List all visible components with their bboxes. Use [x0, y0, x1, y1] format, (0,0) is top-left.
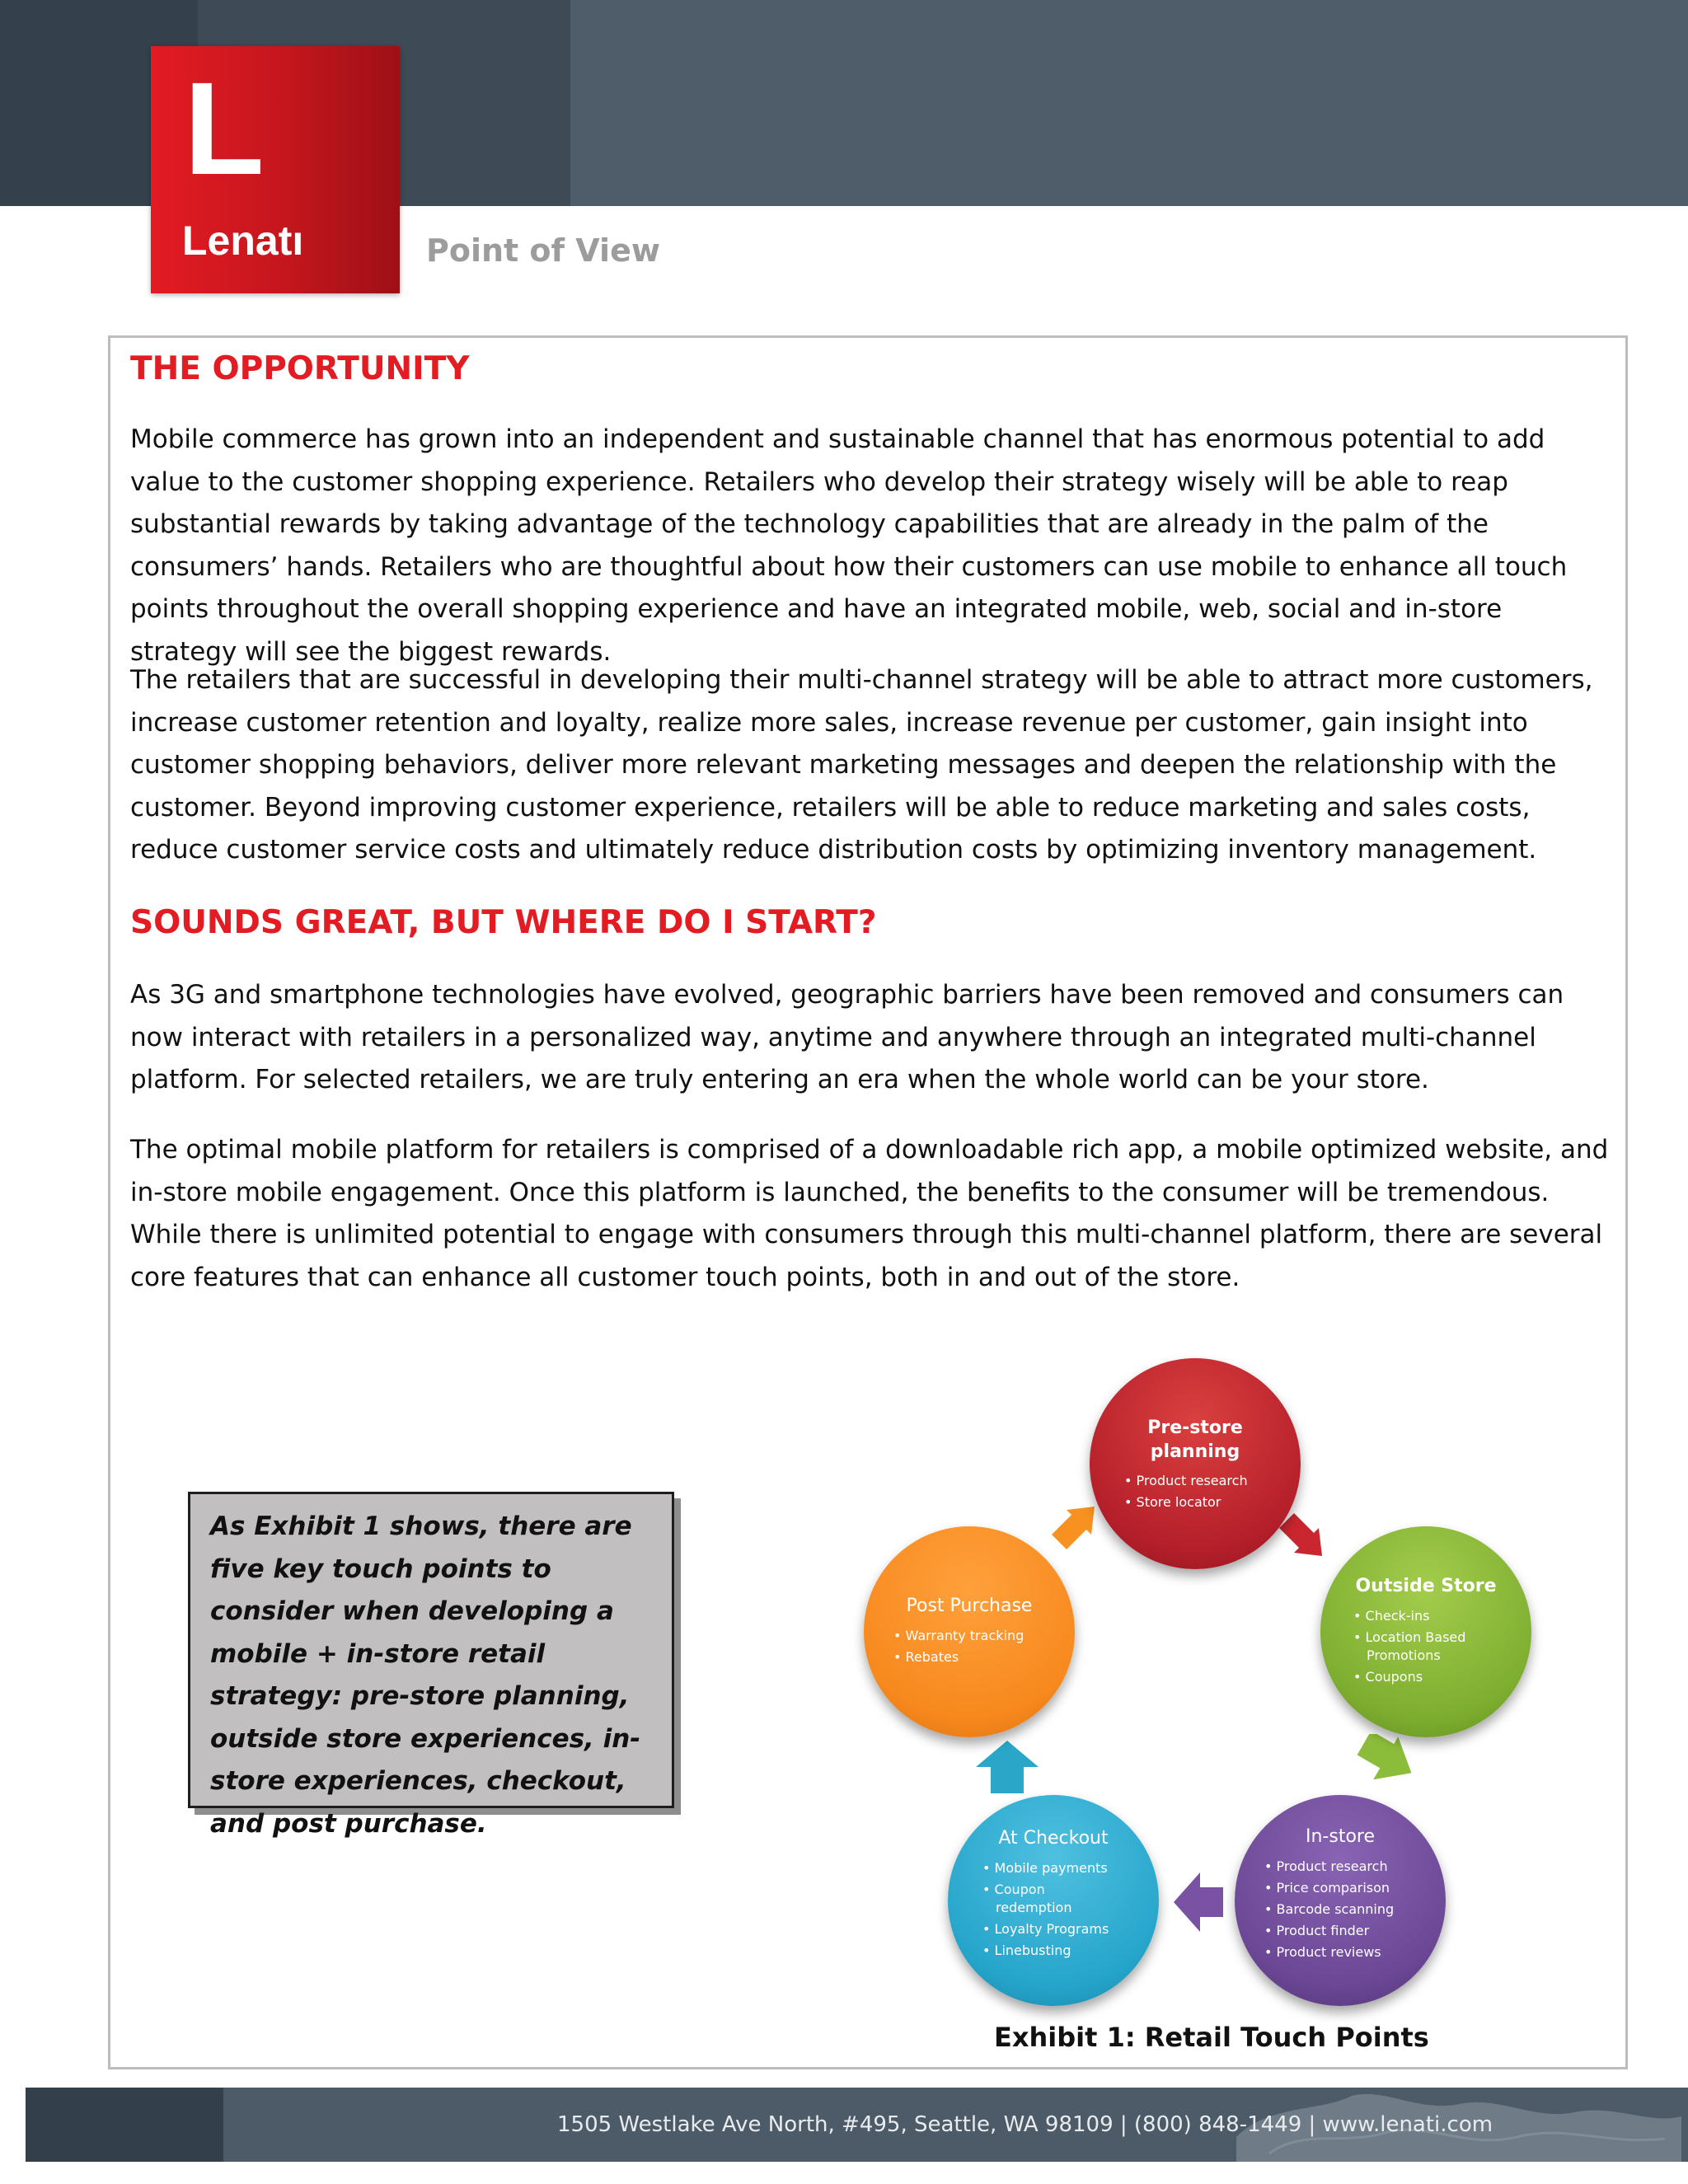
paragraph-opportunity-2: The retailers that are successful in developing their multi-channel strategy will be able to attract more customers, increase customer retention and loyalty, realize more sales, increase revenue per customer, gain insight into customer shopping behaviors, deliver more relevant marketing messages and deepen the relationship with the customer. Beyond improving customer experience, retailers will be able to reduce marketing and sales costs, reduce customer service costs and ultimately reduce distribution costs by optimizing inventory management. [130, 665, 1593, 865]
footer-contact: 1505 Westlake Ave North, #495, Seattle, WA 98109 | (800) 848-1449 | www.lenati.com [557, 2112, 1493, 2137]
node-at-checkout [948, 1795, 1159, 2006]
node-post-purchase [864, 1526, 1075, 1737]
node-prestore-title-1: Pre-store [1147, 1418, 1243, 1438]
node-checkout-title: At Checkout [998, 1828, 1109, 1849]
lenati-logo [151, 46, 400, 293]
node-post-title: Post Purchase [906, 1596, 1033, 1616]
node-instore-title: In-store [1305, 1826, 1375, 1847]
node-prestore-title-2: planning [1150, 1441, 1240, 1462]
node-prestore-planning [1090, 1358, 1301, 1569]
document-subtitle: Point of View [426, 232, 660, 269]
node-checkout-item-cont: redemption [996, 1900, 1072, 1915]
node-outside-store [1320, 1526, 1531, 1737]
heading-opportunity: THE OPPORTUNITY [130, 350, 470, 387]
node-post-item: • Rebates [893, 1649, 959, 1665]
arrow-checkout-to-post [974, 1739, 1040, 1797]
arrow-instore-to-checkout [1172, 1868, 1225, 1937]
node-instore-item: • Price comparison [1264, 1880, 1390, 1896]
node-instore-item: • Product research [1264, 1858, 1388, 1874]
paragraph-opportunity-1: Mobile commerce has grown into an independent and sustainable channel that has enormous potential to add value to the customer shopping experience. Retailers who develop their strategy wisely will be able to reap substantial rewards by taking advantage of the technology capabilities that are already in the palm of the consumers’ hands. Retailers who are thoughtful about how their customers can use mobile to enhance all touch points throughout the overall shopping experience and have an integrated mobile, web, social and in-store strategy will see the biggest rewards. [130, 424, 1568, 667]
node-checkout-item: • Loyalty Programs [982, 1921, 1109, 1937]
exhibit-caption: Exhibit 1: Retail Touch Points [994, 2022, 1429, 2053]
callout-box [188, 1492, 674, 1839]
logo-mark: L [184, 54, 265, 202]
node-instore-item: • Product reviews [1264, 1944, 1381, 1960]
node-outside-item: • Check-ins [1353, 1608, 1430, 1624]
node-checkout-item: • Coupon [982, 1882, 1045, 1897]
heading-where-to-start: SOUNDS GREAT, BUT WHERE DO I START? [130, 904, 877, 941]
node-outside-item: • Coupons [1353, 1669, 1423, 1685]
node-outside-item-cont: Promotions [1367, 1647, 1441, 1663]
node-outside-item: • Location Based [1353, 1629, 1466, 1645]
node-prestore-item: • Product research [1124, 1473, 1248, 1488]
logo-name: Lenatı [182, 218, 304, 264]
node-instore-item: • Barcode scanning [1264, 1901, 1395, 1917]
node-checkout-item: • Mobile payments [982, 1860, 1108, 1876]
arrow-outside-to-instore [1355, 1734, 1418, 1787]
node-outside-title: Outside Store [1355, 1576, 1497, 1596]
paragraph-start-1: As 3G and smartphone technologies have evolved, geographic barriers have been removed and consumers can now interact with retailers in a personalized way, anytime and anywhere through an integrated multi-channel platform. For selected retailers, we are truly entering an era when the whole world can be your store. [130, 980, 1564, 1094]
node-instore-item: • Product finder [1264, 1923, 1370, 1938]
touch-points-diagram [849, 1343, 1541, 2036]
footer-band-dark [26, 2088, 223, 2162]
node-in-store [1235, 1795, 1446, 2006]
paragraph-start-2: The optimal mobile platform for retailers is comprised of a downloadable rich app, a mobile optimized website, and in-store mobile engagement. Once this platform is launched, the benefits to the consumer will be tremendous. While there is unlimited potential to engage with consumers through this multi-channel platform, there are several core features that can enhance all customer touch points, both in and out of the store. [130, 1135, 1609, 1292]
arrow-post-to-prestore [1043, 1500, 1101, 1558]
callout-text: As Exhibit 1 shows, there are five key touch points to consider when developing a mobile + in-store retail strategy: pre-store planning, outside store experiences, in-store experiences, checkout, and post purchase. [210, 1511, 641, 1839]
node-prestore-item: • Store locator [1124, 1494, 1221, 1510]
node-checkout-item: • Linebusting [982, 1943, 1071, 1958]
node-post-item: • Warranty tracking [893, 1628, 1025, 1643]
